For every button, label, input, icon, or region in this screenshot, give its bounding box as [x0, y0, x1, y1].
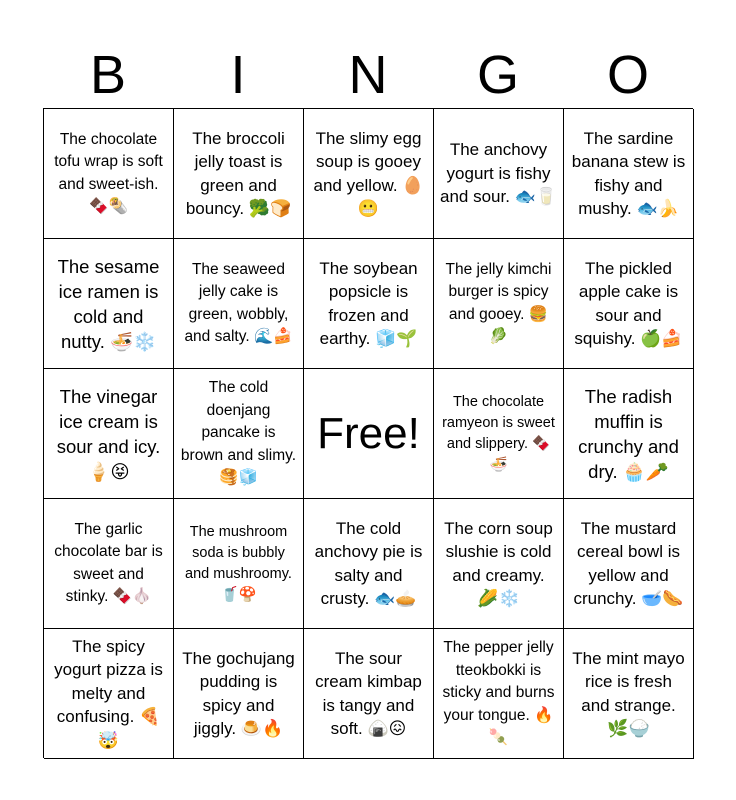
- bingo-cell-23[interactable]: [304, 629, 434, 759]
- cell-text: The corn soup slushie is cold and creamy. 🌽❄️: [444, 518, 553, 608]
- cell-text: The mustard cereal bowl is yellow and crunchy. 🥣🌭: [573, 518, 684, 608]
- cell-text: The jelly kimchi burger is spicy and gooey. 🍔🥬: [445, 260, 552, 345]
- bingo-cell-8[interactable]: [304, 239, 434, 369]
- bingo-cell-19[interactable]: [434, 499, 564, 629]
- cell-text: The anchovy yogurt is fishy and sour. 🐟🥛: [440, 140, 557, 207]
- bingo-cell-10[interactable]: [564, 239, 694, 369]
- bingo-cell-15[interactable]: [564, 369, 694, 499]
- cell-text: The radish muffin is crunchy and dry. 🧁🥕: [578, 385, 679, 482]
- header-letter-i: I: [230, 45, 246, 105]
- bingo-cell-25[interactable]: [564, 629, 694, 759]
- bingo-cell-21[interactable]: [44, 629, 174, 759]
- bingo-cell-22[interactable]: [174, 629, 304, 759]
- cell-text: The sour cream kimbap is tangy and soft. 🍙😖: [315, 648, 422, 738]
- cell-text: The sesame ice ramen is cold and nutty. 🍜❄️: [57, 255, 160, 352]
- cell-text: The garlic chocolate bar is sweet and stinky. 🍫🧄: [54, 520, 163, 605]
- bingo-cell-16[interactable]: [44, 499, 174, 629]
- cell-text: The spicy yogurt pizza is melty and confusing. 🍕🤯: [54, 636, 163, 750]
- bingo-cell-5[interactable]: [564, 109, 694, 239]
- bingo-cell-free[interactable]: [304, 369, 434, 499]
- bingo-board: [43, 108, 693, 758]
- cell-text: The sardine banana stew is fishy and mushy. 🐟🍌: [571, 128, 686, 218]
- header-letter-b: B: [89, 45, 127, 105]
- bingo-cell-24[interactable]: [434, 629, 564, 759]
- cell-text: The chocolate ramyeon is sweet and slippery. 🍫🍜: [442, 393, 555, 473]
- bingo-cell-12[interactable]: [174, 369, 304, 499]
- cell-text: The chocolate tofu wrap is soft and sweet-ish. 🍫🌯: [54, 130, 163, 215]
- bingo-cell-1[interactable]: [44, 109, 174, 239]
- bingo-cell-6[interactable]: [44, 239, 174, 369]
- free-space-label: Free!: [317, 408, 420, 458]
- cell-text: The cold doenjang pancake is brown and slimy. 🥞🧊: [180, 379, 297, 487]
- cell-text: The slimy egg soup is gooey and yellow. 🥚😬: [313, 128, 424, 218]
- bingo-cell-2[interactable]: [174, 109, 304, 239]
- cell-text: The mint mayo rice is fresh and strange. 🌿🍚: [572, 648, 685, 738]
- bingo-cell-20[interactable]: [564, 499, 694, 629]
- header-letter-o: O: [606, 45, 649, 105]
- cell-text: The broccoli jelly toast is green and bouncy. 🥦🍞: [185, 128, 292, 218]
- cell-text: The soybean popsicle is frozen and earthy. 🧊🌱: [319, 258, 418, 348]
- bingo-cell-17[interactable]: [174, 499, 304, 629]
- cell-text: The cold anchovy pie is salty and crusty. 🐟🥧: [314, 518, 423, 608]
- cell-text: The vinegar ice cream is sour and icy. 🍦😝: [56, 385, 161, 482]
- cell-text: The mushroom soda is bubbly and mushroomy. 🥤🍄: [185, 523, 292, 603]
- cell-text: The seaweed jelly cake is green, wobbly, and salty. 🌊🍰: [184, 260, 293, 345]
- bingo-cell-3[interactable]: [304, 109, 434, 239]
- cell-text: The pepper jelly tteokbokki is sticky and burns your tongue. 🔥🍡: [442, 639, 555, 747]
- bingo-cell-11[interactable]: [44, 369, 174, 499]
- cell-text: The pickled apple cake is sour and squishy. 🍏🍰: [574, 258, 683, 348]
- header-letter-g: G: [476, 45, 519, 105]
- bingo-cell-18[interactable]: [304, 499, 434, 629]
- header-letter-n: N: [348, 45, 388, 105]
- cell-text: The gochujang pudding is spicy and jiggly. 🍮🔥: [182, 648, 295, 738]
- bingo-header: [43, 40, 693, 110]
- bingo-cell-14[interactable]: [434, 369, 564, 499]
- bingo-cell-7[interactable]: [174, 239, 304, 369]
- bingo-cell-4[interactable]: [434, 109, 564, 239]
- bingo-cell-9[interactable]: [434, 239, 564, 369]
